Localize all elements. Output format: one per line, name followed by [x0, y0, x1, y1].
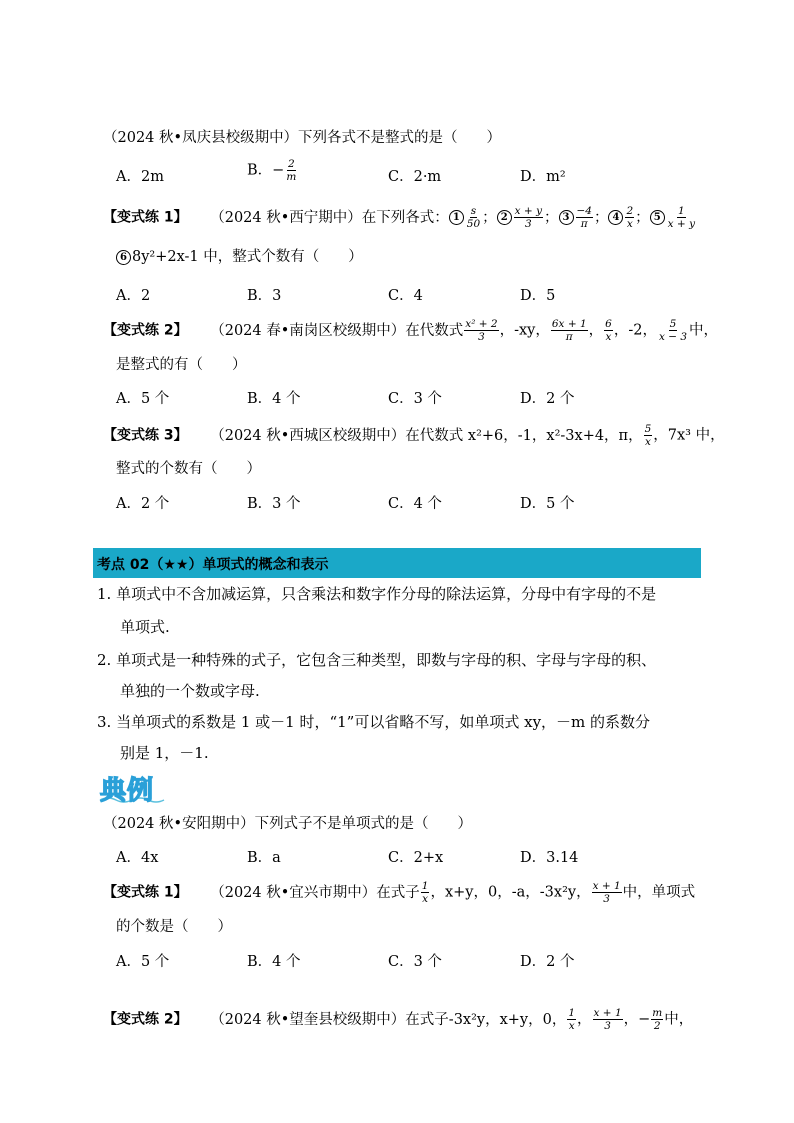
text: ，7x³ 中， — [653, 427, 725, 444]
variant2-line2: 是整式的有（ ） — [116, 357, 247, 373]
text: 中， — [689, 322, 719, 339]
v2-option-c[interactable]: C．3 个 — [388, 391, 442, 407]
section-banner — [93, 548, 701, 578]
stem-text: （2024 秋•西城区校级期中）在代数式 x²+6，-1，x²-3x+4，π， — [210, 427, 643, 444]
item-6-mark: 6 — [116, 250, 131, 265]
rule-3-line1: 3. 当单项式的系数是 1 或－1 时，“1”可以省略不写，如单项式 xy，－m 的系数分 — [97, 713, 651, 731]
item-1: 1 $\frac{s}{50}$ ； — [449, 210, 497, 226]
fraction: $\frac{6}{x}$ — [605, 318, 612, 343]
fraction: $\frac{5}{x - 3}$ — [658, 318, 688, 343]
q1-option-d[interactable]: D．m² — [520, 169, 566, 185]
rule-2-line1: 2. 单项式是一种特殊的式子，它包含三种类型，即数与字母的积、字母与字母的积、 — [97, 651, 657, 669]
ev1-option-d[interactable]: D．2 个 — [520, 954, 575, 970]
fraction: $\frac{1}{x}$ — [421, 880, 429, 905]
item-4: 4 $\frac{2}{x}$ ； — [608, 210, 649, 226]
v3-option-c[interactable]: C．4 个 — [388, 496, 442, 512]
v1-option-c[interactable]: C．4 — [388, 288, 423, 304]
ev1-option-b[interactable]: B．4 个 — [247, 954, 301, 970]
example-stem: （2024 秋•安阳期中）下列式子不是单项式的是（ ） — [103, 816, 473, 832]
fraction: $\frac{6x + 1}{\pi}$ — [551, 318, 587, 343]
ex-option-c[interactable]: C．2+x — [388, 850, 444, 866]
ev1-option-a[interactable]: A．5 个 — [116, 954, 170, 970]
ex-variant1-stem — [103, 880, 695, 905]
q1-option-c[interactable]: C．2·m — [388, 169, 442, 185]
stem-text: （2024 秋•西宁期中）在下列各式： — [210, 209, 449, 226]
rule-2-line2: 单独的一个数或字母. — [120, 682, 260, 700]
variant2-stem: 【变式练 2】 （2024 春•南岗区校级期中）在代数式 $\frac{\text{x² + 2}}{3}$ ，-xy， $\frac{6x + 1}{\pi}$ ， $\frac{6}{x}$ ，-2， $\frac{5}{x - 3}$ 中， — [103, 318, 719, 343]
q1-option-b[interactable] — [247, 158, 298, 183]
variant-tag: 【变式练 2】 — [103, 322, 188, 339]
variant3-line2: 整式的个数有（ ） — [116, 461, 261, 477]
text: ，x+y，0，-a，-3x²y， — [430, 884, 591, 901]
v2-option-d[interactable]: D．2 个 — [520, 391, 575, 407]
example-label-text: 典例 — [100, 776, 155, 806]
v1-option-d[interactable]: D．5 — [520, 288, 556, 304]
variant-tag: 【变式练 1】 — [103, 884, 188, 901]
ex-variant1-line2: 的个数是（ ） — [116, 919, 232, 935]
v1-option-a[interactable]: A．2 — [116, 288, 151, 304]
stem-text: （2024 秋•宜兴市期中）在式子 — [210, 884, 420, 901]
fraction: $\frac{m}{2}$ — [652, 1007, 663, 1032]
rule-3-line2: 别是 1，－1. — [120, 744, 209, 762]
v3-option-d[interactable]: D．5 个 — [520, 496, 575, 512]
item-3: 3 $\frac{-4}{\pi}$ ； — [559, 210, 609, 226]
text: 中， — [664, 1011, 694, 1028]
variant-tag: 【变式练 3】 — [103, 427, 188, 444]
option-label: B． — [247, 162, 273, 179]
v1-option-b[interactable]: B．3 — [247, 288, 282, 304]
text: ，-xy， — [499, 322, 550, 339]
sign: − — [638, 1011, 651, 1028]
variant1-line2 — [116, 247, 363, 267]
v3-option-b[interactable]: B．3 个 — [247, 496, 301, 512]
item-5: 5 $\frac{1}{x + y}$ — [650, 210, 697, 226]
rule-1-line1: 1. 单项式中不含加减运算，只含乘法和数字作分母的除法运算，分母中有字母的不是 — [97, 585, 657, 603]
fraction: $\frac{x + 1}{3}$ — [592, 880, 621, 905]
stem-text: （2024 春•南岗区校级期中）在代数式 — [210, 322, 464, 339]
text: 中，单项式 — [622, 884, 696, 901]
variant3-stem — [103, 423, 725, 448]
example-label-graphic — [98, 770, 168, 804]
ev1-option-c[interactable]: C．3 个 — [388, 954, 442, 970]
ex-option-b[interactable]: B．a — [247, 850, 281, 866]
rule-1-line2: 单项式. — [120, 618, 170, 636]
sign: − — [272, 162, 285, 179]
v3-option-a[interactable]: A．2 个 — [116, 496, 170, 512]
ex-variant2-stem: 【变式练 2】 （2024 秋•望奎县校级期中）在式子-3x²y，x+y，0， $\frac{1}{x}$ ， $\frac{x + 1}{3}$ ，− $\frac{m}{2}$ 中， — [103, 1007, 694, 1032]
fraction: $\frac{2}{m}$ — [286, 158, 297, 183]
fraction: $\frac{\text{x² + 2}}{3}$ — [465, 318, 498, 343]
q1-option-a[interactable]: A．2m — [116, 169, 164, 185]
variant-tag: 【变式练 2】 — [103, 1011, 188, 1028]
fraction: $\frac{5}{x}$ — [644, 423, 652, 448]
ex-option-d[interactable]: D．3.14 — [520, 850, 579, 866]
variant1-stem — [103, 205, 697, 230]
v2-option-b[interactable]: B．4 个 — [247, 391, 301, 407]
v2-option-a[interactable]: A．5 个 — [116, 391, 170, 407]
section-title: 考点 02（★★）单项式的概念和表示 — [97, 557, 329, 573]
line2-text: 8y²+2x-1 中，整式个数有（ ） — [132, 249, 363, 265]
variant-tag: 【变式练 1】 — [103, 209, 188, 226]
q1-stem: （2024 秋•凤庆县校级期中）下列各式不是整式的是（ ） — [103, 130, 502, 146]
item-2: 2 $\frac{x + y}{3}$ ； — [497, 210, 559, 226]
text: ，-2， — [613, 322, 657, 339]
fraction: $\frac{1}{x}$ — [568, 1007, 576, 1032]
ex-option-a[interactable]: A．4x — [116, 850, 159, 866]
stem-text: （2024 秋•望奎县校级期中）在式子-3x²y，x+y，0， — [210, 1011, 567, 1028]
fraction: $\frac{x + 1}{3}$ — [593, 1007, 622, 1032]
